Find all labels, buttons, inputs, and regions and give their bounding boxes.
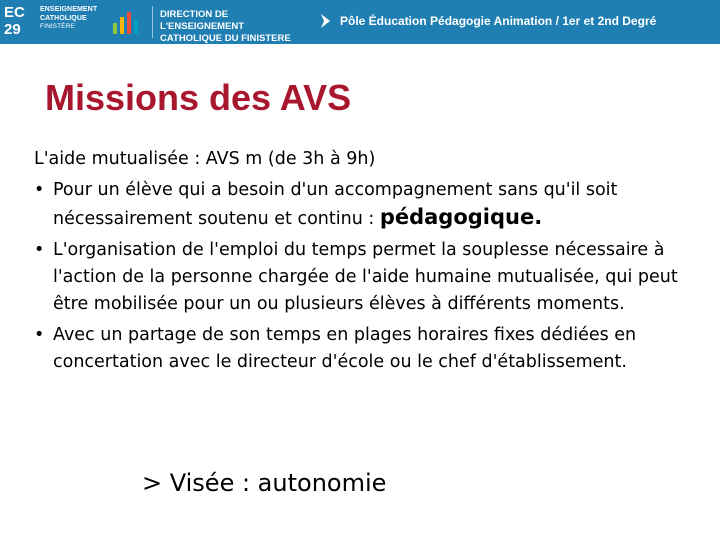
bullet-list [34, 177, 694, 376]
direction-title: DIRECTION DE L'ENSEIGNEMENT CATHOLIQUE DU FINISTERE [160, 9, 291, 44]
conclusion-text: > Visée : autonomie [142, 469, 387, 497]
logo-wordmark: ENSEIGNEMENT CATHOLIQUE FINISTÈRE [40, 6, 98, 30]
arrow-right-icon [318, 13, 334, 29]
ec29-logo[interactable] [0, 0, 148, 44]
bullet-icon: • [34, 325, 45, 345]
emphasis-text: pédagogique. [379, 205, 543, 229]
list-item [34, 237, 694, 318]
pole-breadcrumb[interactable]: Pôle Éducation Pédagogie Animation / 1er et 2nd Degré [340, 14, 657, 28]
slide-title: Missions des AVS [45, 77, 352, 118]
lead-text: L'aide mutualisée : AVS m (de 3h à 9h) [34, 149, 376, 169]
slide-body [34, 146, 694, 376]
header-divider [152, 6, 153, 38]
bullet-text: Avec un partage de son temps en plages horaires fixes dédiées en concertation avec le directeur d'école ou le chef d'établissement. [53, 325, 637, 372]
header-banner [0, 0, 720, 44]
bullet-icon: • [34, 240, 45, 260]
bullet-icon: • [34, 180, 45, 200]
logo-mark: EC 29 [4, 4, 25, 38]
list-item [34, 177, 694, 233]
logo-bars-icon [112, 9, 140, 35]
bullet-text: L'organisation de l'emploi du temps permet la souplesse nécessaire à l'action de la personne chargée de l'aide humaine mutualisée, qui peut être mobilisée pour un ou plusieurs élèves à différents moments. [53, 240, 678, 314]
bullet-text: Pour un élève qui a besoin d'un accompagnement sans qu'il soit nécessairement soutenu et continu : [53, 180, 618, 229]
list-item [34, 322, 694, 376]
